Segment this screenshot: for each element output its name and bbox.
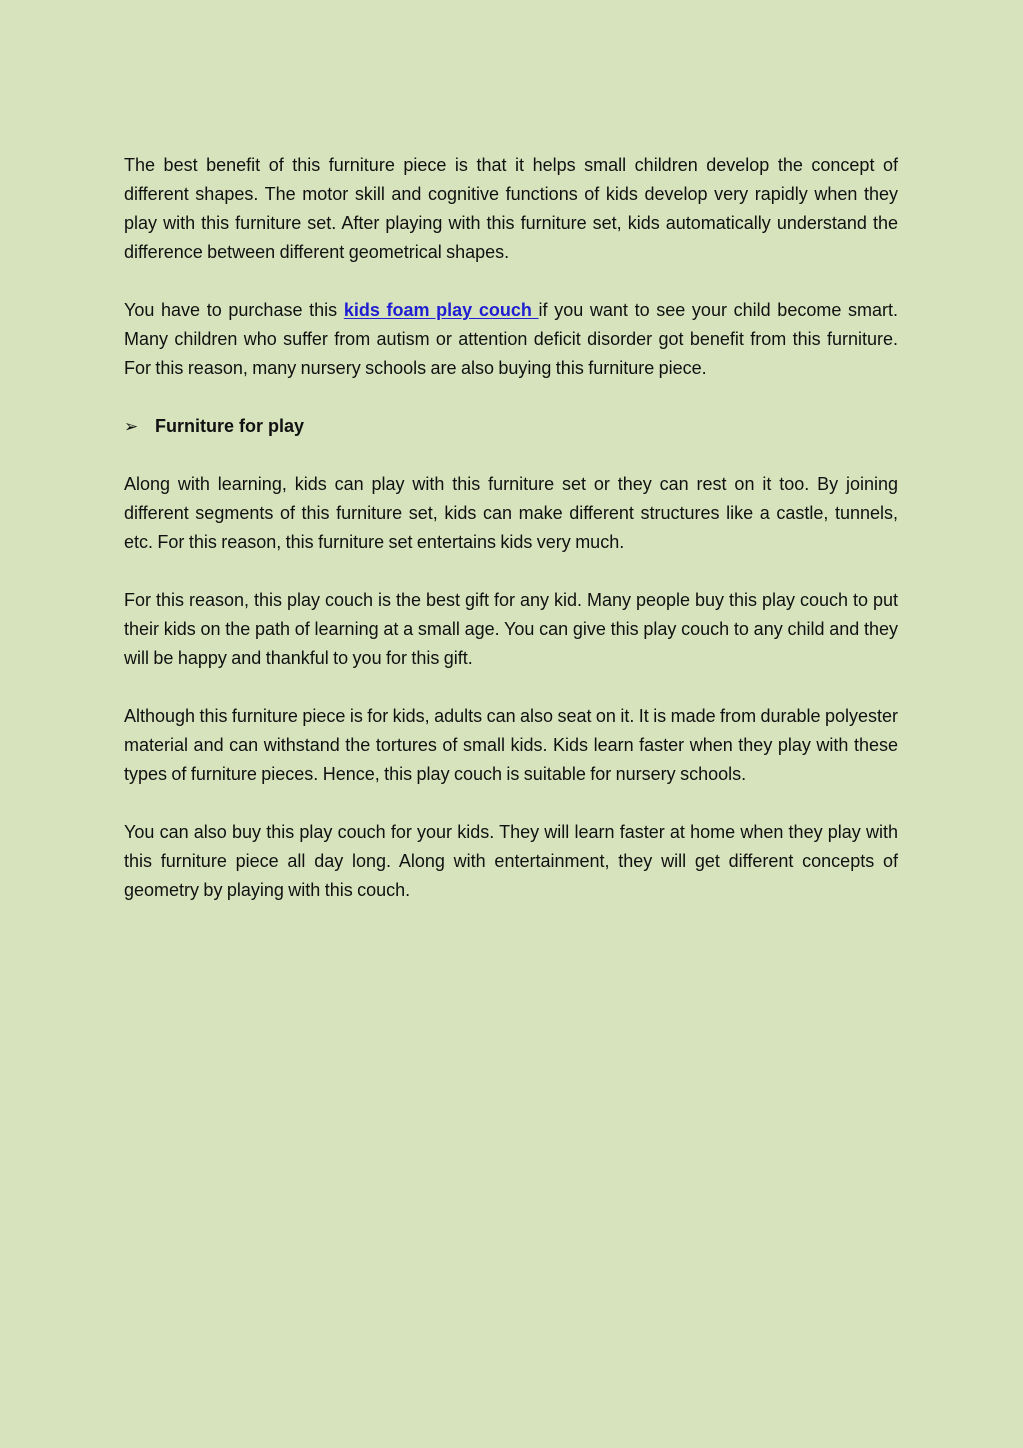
paragraph-purchase [124,296,898,383]
paragraph-best-gift: For this reason, this play couch is the best gift for any kid. Many people buy this play couch to put their kids on the path of learning at a small age. You can give this play couch to any child and they will be happy and thankful to you for this gift. [124,590,898,668]
paragraph-shapes-benefit: The best benefit of this furniture piece is that it helps small children develop the concept of different shapes. The motor skill and cognitive functions of kids develop very rapidly when they play with this furniture set. After playing with this furniture set, kids automatically understand the difference between different geometrical shapes. [124,155,898,262]
arrowhead-bullet-icon: ➢ [124,417,139,436]
section-heading-text: Furniture for play [155,416,305,436]
paragraph-purchase-rest: if you want to see your child become smart. Many children who suffer from autism or attention deficit disorder got benefit from this furniture. For this reason, many nursery schools are also buying this furniture piece. [124,300,899,378]
paragraph-purchase-lead: You have to purchase this [124,300,344,320]
section-heading-furniture-for-play [124,412,898,441]
paragraph-home-use: You can also buy this play couch for your kids. They will learn faster at home when they play with this furniture piece all day long. Along with entertainment, they will get different concepts of geometry by playing with this couch. [124,822,898,900]
kids-foam-play-couch-link[interactable]: kids foam play couch [343,300,539,320]
paragraph-play-and-learn: Along with learning, kids can play with this furniture set or they can rest on it too. By joining different segments of this furniture set, kids can make different structures like a castle, tunnels, etc. For this reason, this furniture set entertains kids very much. [124,474,898,552]
paragraph-adults-durable: Although this furniture piece is for kids, adults can also seat on it. It is made from durable polyester material and can withstand the tortures of small kids. Kids learn faster when they play with these types of furniture pieces. Hence, this play couch is suitable for nursery schools. [124,706,898,784]
document-body [124,151,898,934]
